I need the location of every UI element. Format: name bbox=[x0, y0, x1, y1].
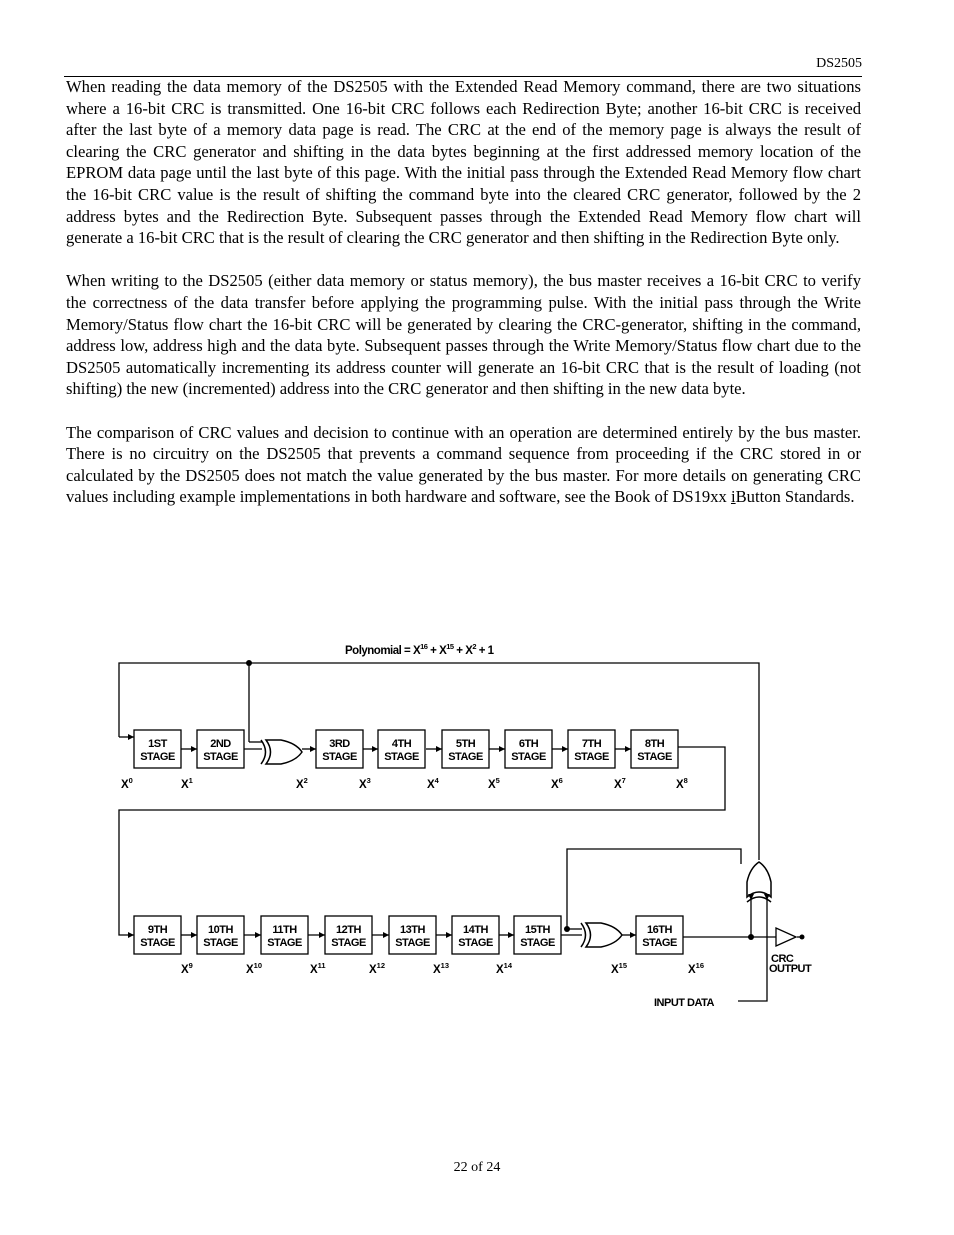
poly-e15: 15 bbox=[446, 642, 454, 651]
stage-number: 12TH bbox=[336, 924, 361, 936]
polynomial-label bbox=[345, 642, 495, 657]
stage-number: 16TH bbox=[647, 924, 672, 936]
x-label-4 bbox=[427, 776, 440, 791]
stage-word: STAGE bbox=[458, 937, 493, 949]
stage-number: 8TH bbox=[644, 738, 665, 750]
stage-15 bbox=[514, 916, 561, 954]
x-base: X bbox=[310, 964, 318, 976]
arrowhead bbox=[499, 746, 505, 752]
stage-1 bbox=[134, 730, 181, 768]
x-label-12 bbox=[369, 961, 385, 976]
body-text bbox=[66, 76, 861, 529]
stage-number: 1ST bbox=[148, 738, 167, 750]
stage-word: STAGE bbox=[637, 751, 672, 763]
stage-word: STAGE bbox=[574, 751, 609, 763]
x-base: X bbox=[676, 779, 684, 791]
arrowhead bbox=[319, 932, 325, 938]
arrowhead bbox=[372, 746, 378, 752]
stage-16 bbox=[636, 916, 683, 954]
x-exponent: 7 bbox=[621, 776, 626, 785]
stage-number: 4TH bbox=[391, 738, 412, 750]
stage-word: STAGE bbox=[140, 937, 175, 949]
arrowhead bbox=[562, 746, 568, 752]
x-label-6 bbox=[551, 776, 563, 791]
x-exponent: 15 bbox=[618, 961, 628, 970]
paragraph-crc-end: Button Standards. bbox=[735, 487, 855, 507]
stage-number: 7TH bbox=[581, 738, 602, 750]
arrowhead bbox=[625, 746, 631, 752]
x-label-13 bbox=[433, 961, 449, 976]
x-base: X bbox=[246, 964, 254, 976]
x-label-7 bbox=[614, 776, 626, 791]
stage-13 bbox=[389, 916, 436, 954]
x-exponent: 8 bbox=[683, 776, 688, 785]
junction-dot bbox=[564, 926, 570, 932]
x-base: X bbox=[359, 779, 367, 791]
arrowhead bbox=[128, 734, 134, 740]
x-exponent: 5 bbox=[495, 776, 500, 785]
arrowhead bbox=[508, 932, 514, 938]
stage-word: STAGE bbox=[267, 937, 302, 949]
x-label-5 bbox=[488, 776, 500, 791]
arrowhead bbox=[383, 932, 389, 938]
stage-number: 13TH bbox=[400, 924, 425, 936]
paragraph-extended-read: When reading the data memory of the DS2505 with the Extended Read Memory command, there are two situations where a 16-bit CRC is transmitted. One 16-bit CRC follows each Redirection Byte; another 16-bit CRC is received after the last byte of a memory data page is read. The CRC at the end of the memory page is always the result of clearing the CRC generator and shifting in the data bytes beginning at the first addressed memory location of the EPROM data page until the last byte of this page. With the initial pass through the Extended Read Memory flow chart the 16-bit CRC value is the result of shifting the command byte into the cleared CRC generator, followed by the 2 address bytes and the Redirection Byte. Subsequent passes through the Extended Read Memory flow chart will generate a 16-bit CRC that is the result of clearing the CRC generator and then shifting in the Redirection Byte only. bbox=[66, 77, 861, 248]
stage-word: STAGE bbox=[642, 937, 677, 949]
page-number: 22 of 24 bbox=[453, 1160, 501, 1175]
x-label-3 bbox=[359, 776, 371, 791]
stage-number: 2ND bbox=[210, 738, 231, 750]
stage-word: STAGE bbox=[203, 751, 238, 763]
x-base: X bbox=[551, 779, 559, 791]
x-exponent: 11 bbox=[317, 961, 326, 970]
input-data-label: INPUT DATA bbox=[654, 997, 714, 1009]
stage-word: STAGE bbox=[331, 937, 366, 949]
x-base: X bbox=[614, 779, 622, 791]
x-label-0 bbox=[121, 776, 133, 791]
paragraph-write-memory: When writing to the DS2505 (either data memory or status memory), the bus master receives a 16-bit CRC to verify the correctness of the data transfer before applying the programming pulse. With the initial pass through the Write Memory/Status flow chart the 16-bit CRC will be generated by clearing the CRC-generator, shifting in the command, address low, address high and the data byte. Subsequent passes through the Write Memory/Status flow chart due to the DS2505 automatically incrementing its address counter will generate an 16-bit CRC that is the result of loading (not shifting) the new (incremented) address into the CRC generator and then shifting in the new data byte. bbox=[66, 271, 861, 399]
stage-7 bbox=[568, 730, 615, 768]
stage-number: 3RD bbox=[329, 738, 350, 750]
arrowhead bbox=[128, 932, 134, 938]
crc-generator-diagram bbox=[0, 630, 954, 1030]
stage-3 bbox=[316, 730, 363, 768]
x-exponent: 16 bbox=[695, 961, 705, 970]
stage-word: STAGE bbox=[140, 751, 175, 763]
stage-12 bbox=[325, 916, 372, 954]
stage-9 bbox=[134, 916, 181, 954]
xor-gate-stage15-icon bbox=[581, 923, 622, 947]
x-exponent: 2 bbox=[303, 776, 308, 785]
poly-plus2: + X bbox=[453, 645, 473, 657]
output-buffer-icon bbox=[776, 928, 796, 946]
arrowhead bbox=[630, 932, 636, 938]
junction-dot bbox=[748, 934, 754, 940]
junction-dot bbox=[246, 660, 252, 666]
paragraph-crc-main: The comparison of CRC values and decision to continue with an operation are determined entirely by the bus master. There is no circuitry on the DS2505 that prevents a command sequence from proceeding if the CRC stored in or calculated by the DS2505 does not match the value generated by the bus master. For more details on generating CRC values including example implementations in both hardware and software, see the Book of DS19xx bbox=[66, 422, 861, 507]
x-exponent: 4 bbox=[434, 776, 439, 785]
xor-gate-stage2-icon bbox=[261, 740, 302, 764]
poly-plus1: + X bbox=[427, 645, 447, 657]
ibutton-i: i bbox=[730, 487, 736, 507]
crc-output-line1: CRC bbox=[771, 953, 794, 965]
stage-number: 15TH bbox=[525, 924, 550, 936]
paragraph-crc-comparison bbox=[66, 422, 861, 508]
output-terminal-dot bbox=[800, 935, 805, 940]
x-label-16 bbox=[688, 961, 704, 976]
stage-number: 11TH bbox=[272, 924, 297, 936]
x-exponent: 9 bbox=[188, 961, 193, 970]
stage-14 bbox=[452, 916, 499, 954]
x-exponent: 0 bbox=[128, 776, 133, 785]
stage-5 bbox=[442, 730, 489, 768]
x-base: X bbox=[121, 779, 129, 791]
x-base: X bbox=[369, 964, 377, 976]
stage-word: STAGE bbox=[511, 751, 546, 763]
stage-word: STAGE bbox=[322, 751, 357, 763]
x-label-10 bbox=[246, 961, 262, 976]
poly-prefix: Polynomial = X bbox=[345, 645, 421, 657]
x-exponent: 1 bbox=[188, 776, 193, 785]
poly-e16: 16 bbox=[420, 642, 428, 651]
junction-dots bbox=[246, 660, 805, 940]
x-exponent: 14 bbox=[503, 961, 513, 970]
arrowhead bbox=[310, 746, 316, 752]
stage-11 bbox=[261, 916, 308, 954]
arrowhead bbox=[446, 932, 452, 938]
x-exponent: 6 bbox=[558, 776, 563, 785]
stage-word: STAGE bbox=[395, 937, 430, 949]
stage-word: STAGE bbox=[203, 937, 238, 949]
stage-6 bbox=[505, 730, 552, 768]
x-label-8 bbox=[676, 776, 688, 791]
arrowhead bbox=[191, 932, 197, 938]
stage-10 bbox=[197, 916, 244, 954]
x-base: X bbox=[296, 779, 304, 791]
x-exponent: 13 bbox=[440, 961, 450, 970]
arrowhead bbox=[436, 746, 442, 752]
x-label-9 bbox=[181, 961, 193, 976]
x-exponent: 10 bbox=[253, 961, 263, 970]
stage-number: 6TH bbox=[518, 738, 539, 750]
doc-header: DS2505 bbox=[816, 56, 862, 71]
x-base: X bbox=[611, 964, 619, 976]
x-base: X bbox=[433, 964, 441, 976]
x-label-11 bbox=[310, 961, 326, 976]
stage-number: 10TH bbox=[208, 924, 233, 936]
stage-4 bbox=[378, 730, 425, 768]
stage-number: 5TH bbox=[455, 738, 476, 750]
x-base: X bbox=[488, 779, 496, 791]
x-base: X bbox=[688, 964, 696, 976]
poly-e2: 2 bbox=[472, 642, 477, 651]
x-exponent: 12 bbox=[376, 961, 386, 970]
stage-word: STAGE bbox=[520, 937, 555, 949]
stage-8 bbox=[631, 730, 678, 768]
stage-blocks bbox=[128, 730, 683, 954]
x-base: X bbox=[181, 964, 189, 976]
x-label-15 bbox=[611, 961, 627, 976]
x-base: X bbox=[181, 779, 189, 791]
x-label-14 bbox=[496, 961, 513, 976]
stage-number: 9TH bbox=[147, 924, 168, 936]
x-base: X bbox=[496, 964, 504, 976]
x-label-2 bbox=[296, 776, 308, 791]
x-label-1 bbox=[181, 776, 193, 791]
poly-suffix: + 1 bbox=[476, 645, 494, 657]
xor-gate-feedback-icon bbox=[747, 862, 771, 902]
stage-number: 14TH bbox=[463, 924, 488, 936]
x-base: X bbox=[427, 779, 435, 791]
crc-output-line2: OUTPUT bbox=[769, 963, 812, 975]
x-exponent: 3 bbox=[366, 776, 371, 785]
stage-2 bbox=[197, 730, 244, 768]
arrowhead bbox=[191, 746, 197, 752]
arrowhead bbox=[255, 932, 261, 938]
stage-word: STAGE bbox=[448, 751, 483, 763]
stage-word: STAGE bbox=[384, 751, 419, 763]
